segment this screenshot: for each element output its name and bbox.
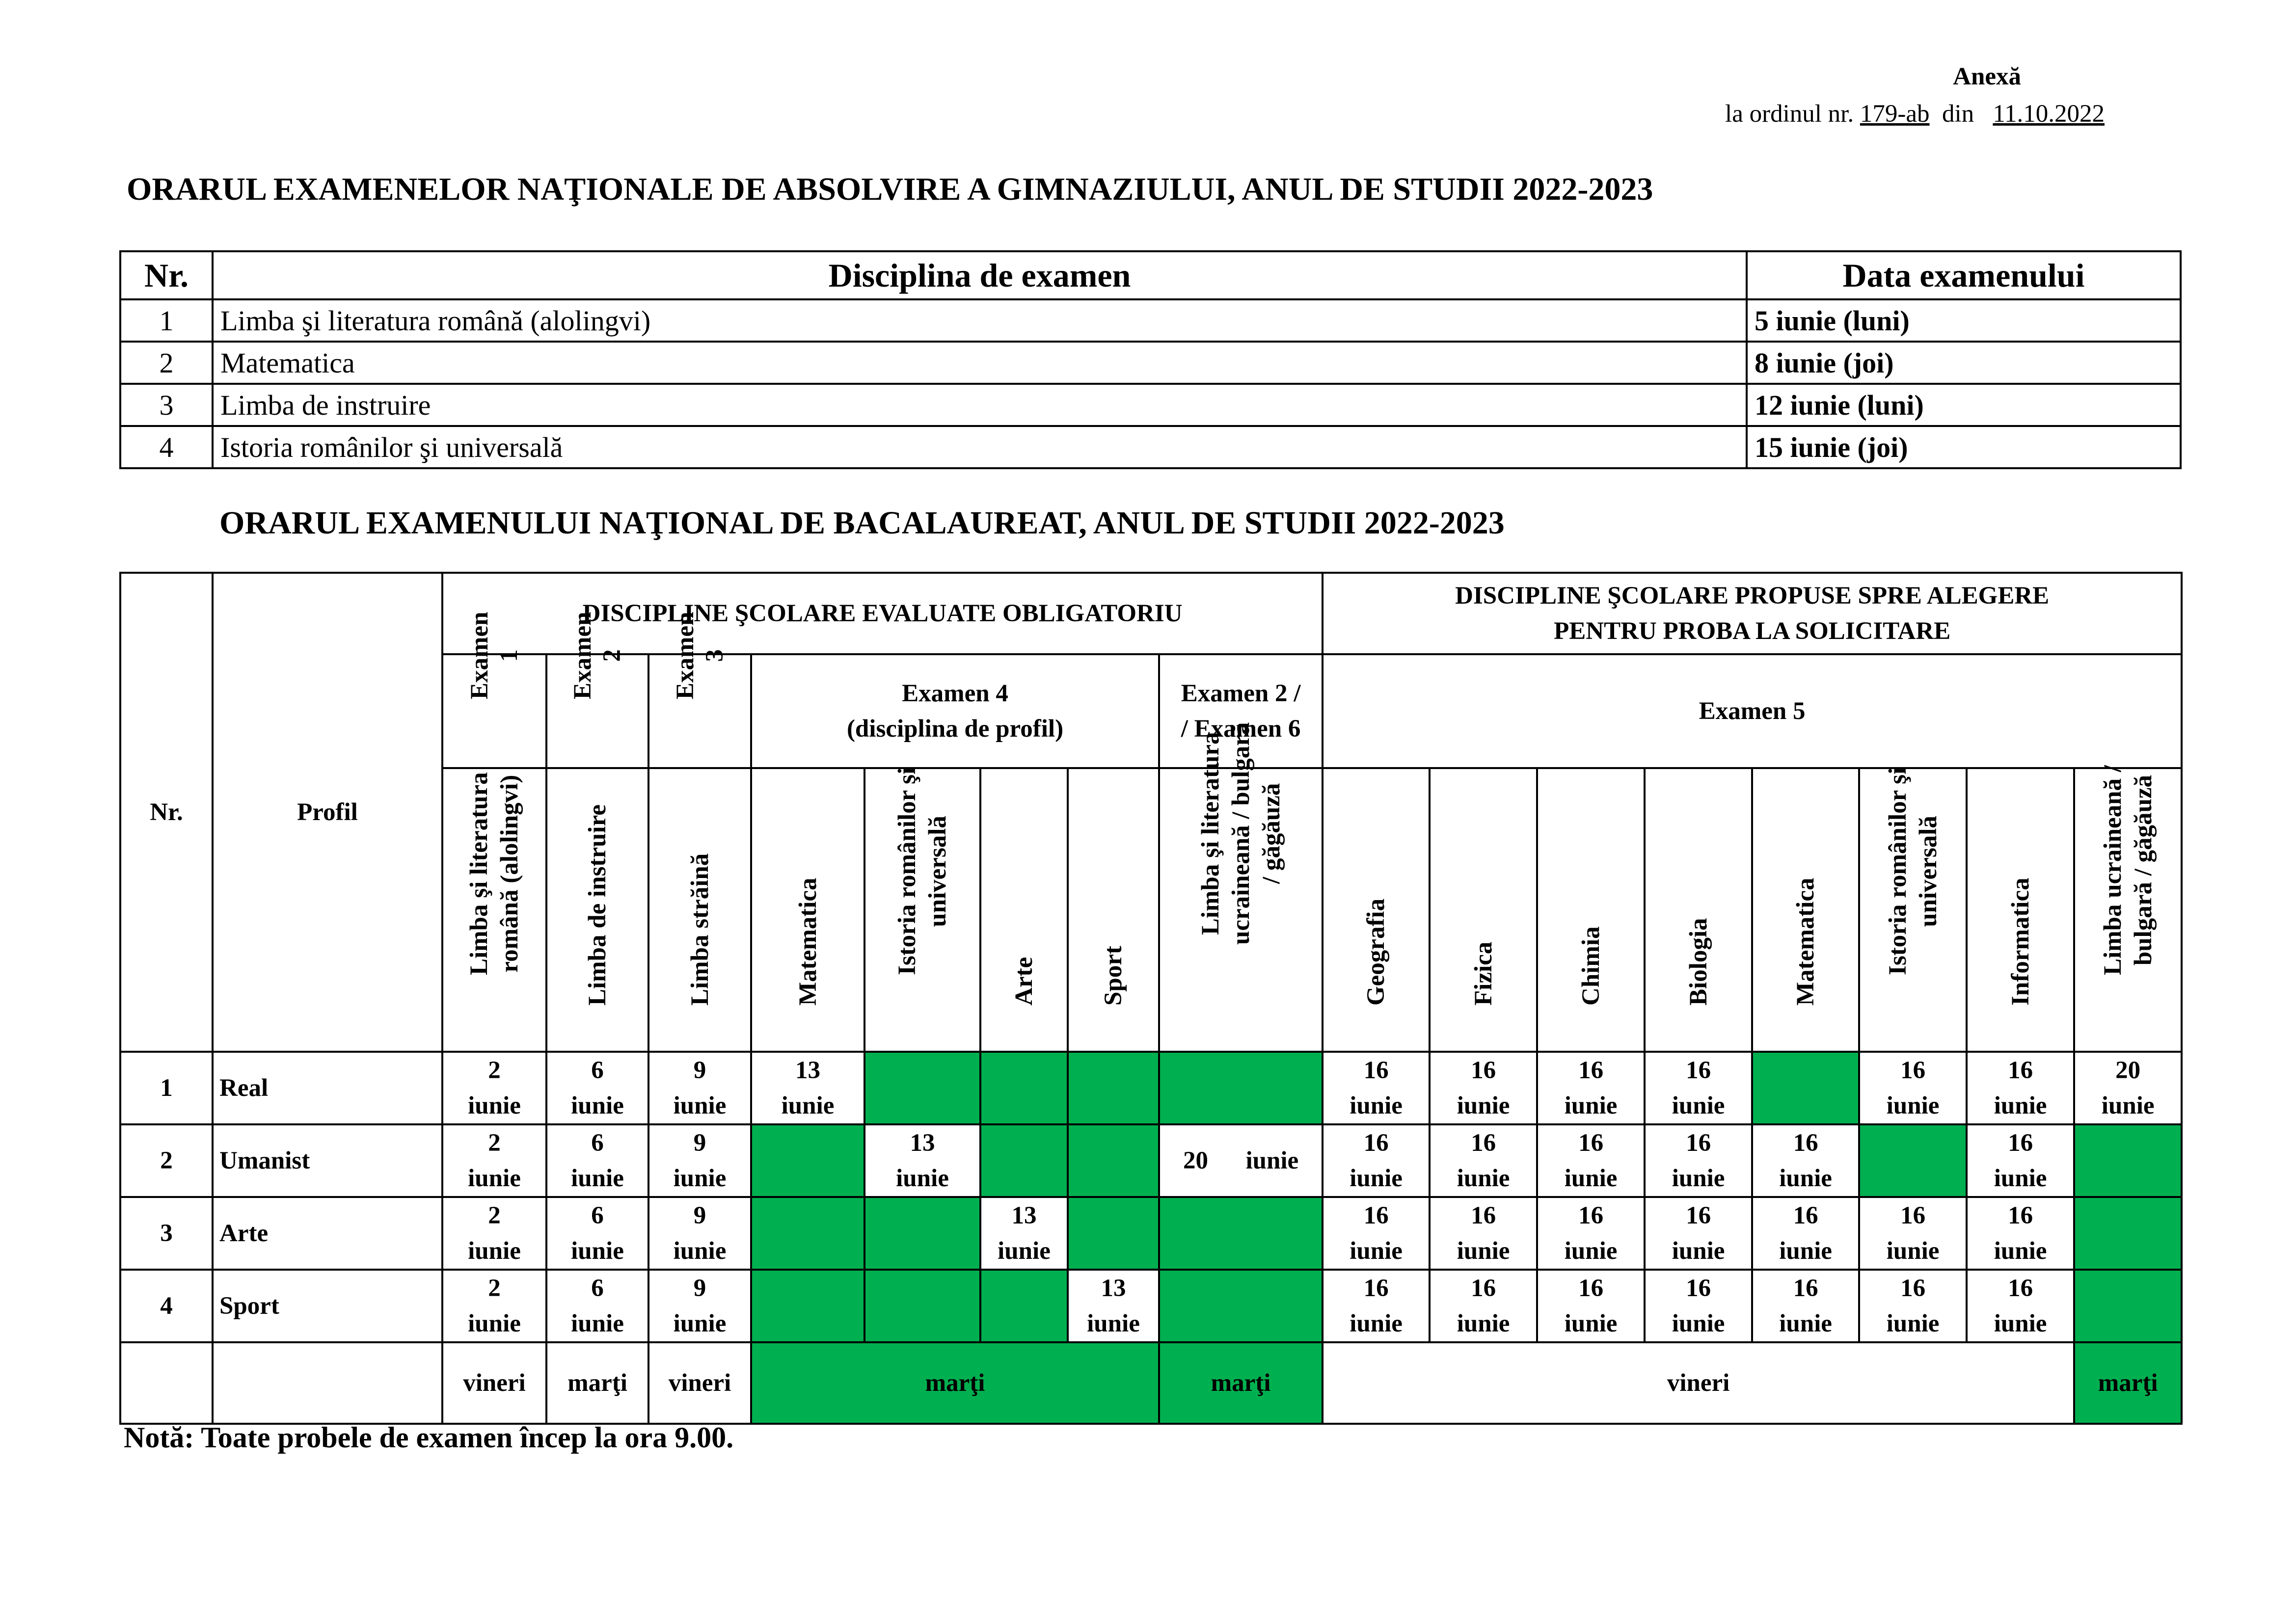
exam-day: 13 [1101,1275,1126,1302]
row-nr: 4 [120,426,213,468]
exam-day: 13 [1011,1202,1037,1229]
row-nr: 2 [120,1124,213,1197]
exam-month: iunie [998,1237,1051,1265]
exam-day: 16 [1686,1129,1711,1157]
exam-date-cell [1645,1052,1752,1124]
exam-month: iunie [1457,1310,1510,1337]
exam-day: 13 [910,1129,935,1157]
exam26-line2: / Examen 6 [1181,715,1301,743]
exam-month: iunie [468,1165,521,1192]
table-row [120,384,2181,426]
subject-limba-instruire [546,768,648,1052]
exam-date-cell [1537,1270,1645,1342]
not-applicable-cell [1068,1197,1159,1270]
subject-limba-minoritati-line3: / găgăuză [1257,783,1285,884]
row-nr: 2 [120,342,213,384]
not-applicable-cell [1859,1124,1967,1197]
exam-day: 16 [1363,1057,1389,1084]
exam-day: 16 [2008,1275,2033,1302]
subject-limba-ucraineana [2074,765,2182,1052]
exam-date-cell [1752,1270,1859,1342]
exam-date-cell [751,1052,864,1124]
row-disciplina: Limba de instruire [213,384,1747,426]
exam-day: 16 [1471,1057,1496,1084]
row-profil: Sport [213,1270,442,1342]
row-nr: 4 [120,1270,213,1342]
exam2-label: Examen [569,612,596,699]
table-row [120,1052,2182,1124]
subject-limba-minoritati-line1: Limba şi literatura [1196,732,1224,935]
subject-informatica-label: Informatica [2006,878,2034,1006]
order-reference [1725,95,2105,133]
subject-matematica-profil-label: Matematica [794,878,822,1006]
subject-geografia [1323,768,1430,1052]
exam-day: 2 [488,1129,501,1157]
exam-month: iunie [1994,1310,2047,1337]
exam-date-cell [1068,1270,1159,1342]
subject-istoria-optional-line1: Istoria românilor şi [1884,767,1912,975]
exam-date-cell [546,1197,648,1270]
exam-day: 9 [693,1057,706,1084]
exam-day: 16 [1578,1057,1604,1084]
exam-day: 16 [2008,1202,2033,1229]
exam-date-cell [1323,1052,1430,1124]
header-nr: Nr. [120,251,213,299]
not-applicable-cell [980,1052,1068,1124]
subject-limba-instruire-label: Limba de instruire [584,804,611,1006]
exam-month: iunie [1457,1237,1510,1265]
subject-istoria-profil-line2: universală [924,816,951,927]
row-disciplina: Istoria românilor şi universală [213,426,1747,468]
weekday-limba-ucraineana: marţi [2074,1342,2182,1424]
exam-day: 16 [1471,1129,1496,1157]
exam-day: 16 [1793,1275,1818,1302]
weekday-exam3: vineri [648,1342,751,1424]
exam-day: 2 [488,1275,501,1302]
exam-date-cell [1645,1270,1752,1342]
subject-matematica-optional [1752,768,1859,1052]
subject-fizica [1430,768,1537,1052]
not-applicable-cell [980,1270,1068,1342]
exam2-number: 2 [598,649,626,662]
not-applicable-cell [1159,1197,1323,1270]
exam-day: 16 [2008,1057,2033,1084]
exam-date-cell [1323,1197,1430,1270]
subject-biologia [1645,768,1752,1052]
exam-date-cell [1752,1197,1859,1270]
subject-fizica-label: Fizica [1469,941,1497,1006]
exam-date-cell [1967,1197,2074,1270]
weekday-empty-nr [120,1342,213,1424]
exam-month: iunie [1672,1310,1725,1337]
subject-geografia-label: Geografia [1362,898,1390,1006]
gimnaziu-exam-table [119,250,2182,469]
exam-day: 16 [1686,1202,1711,1229]
exam-month: iunie [571,1237,624,1265]
exam-day: 16 [1471,1202,1496,1229]
exam-day: 16 [1363,1202,1389,1229]
row-profil: Arte [213,1197,442,1270]
exam-day: 16 [1900,1275,1926,1302]
exam-month: iunie [1457,1165,1510,1192]
exam-month: iunie [781,1092,835,1119]
exam2-header [546,612,648,768]
bac-table-body [120,1052,2182,1342]
not-applicable-cell [2074,1124,2182,1197]
exam-date-cell [1967,1270,2074,1342]
exam1-label: Examen [466,612,493,699]
exam-date-cell [442,1124,546,1197]
exam3-number: 3 [701,649,729,662]
exam-month: iunie [1994,1165,2047,1192]
exam-date-cell [442,1052,546,1124]
exam-month: iunie [1564,1165,1618,1192]
group-optional [1323,573,2182,654]
exam-date-cell [546,1124,648,1197]
title-bac: ORARUL EXAMENULUI NAŢIONAL DE BACALAUREAT, ANUL DE STUDII 2022-2023 [219,505,1505,541]
exam-date-cell [1323,1124,1430,1197]
exam-day: 16 [1363,1129,1389,1157]
weekday-exam4: marţi [751,1342,1159,1424]
exam-month: iunie [1672,1092,1725,1119]
header-disciplina: Disciplina de examen [213,251,1747,299]
exam-month: iunie [1886,1237,1940,1265]
exam-date-cell [1159,1124,1323,1197]
exam-day: 9 [693,1202,706,1229]
row-disciplina: Matematica [213,342,1747,384]
row-data: 15 iunie (joi) [1747,426,2181,468]
exam-date-cell [648,1270,751,1342]
exam-date-cell [442,1197,546,1270]
exam-date-cell [648,1124,751,1197]
exam-month: iunie [673,1237,727,1265]
exam-month: iunie [1564,1310,1618,1337]
row-disciplina: Limba şi literatura română (alolingvi) [213,299,1747,342]
exam-date-cell [1967,1124,2074,1197]
title-gimnaziu: ORARUL EXAMENELOR NAŢIONALE DE ABSOLVIRE A GIMNAZIULUI, ANUL DE STUDII 2022-2023 [127,171,1653,207]
exam-month: iunie [1886,1092,1940,1119]
exam-date-cell [1967,1052,2074,1124]
not-applicable-cell [751,1124,864,1197]
weekday-empty-profil [213,1342,442,1424]
subject-chimia-label: Chimia [1577,926,1605,1006]
header-profil: Profil [213,573,442,1052]
subject-romana-line1: Limba şi literatura [465,772,493,975]
subject-limba-ucraineana-line1: Limba ucraineană / [2099,765,2127,975]
subject-biologia-label: Biologia [1684,918,1712,1006]
row-nr: 3 [120,1197,213,1270]
row-data: 5 iunie (luni) [1747,299,2181,342]
exam-month: iunie [1779,1237,1832,1265]
exam-date-cell [1537,1052,1645,1124]
exam-month: iunie [571,1165,624,1192]
exam-date-cell [1645,1197,1752,1270]
exam-month: iunie [896,1165,949,1192]
exam-month: iunie [468,1237,521,1265]
weekday-row [120,1342,2182,1424]
exam-month: iunie [1886,1310,1940,1337]
exam-month: iunie [1672,1165,1725,1192]
row-profil: Umanist [213,1124,442,1197]
exam-day: 6 [591,1275,604,1302]
exam-day: 20 [1183,1147,1208,1174]
subject-romana-line2: română (alolingvi) [496,774,523,973]
exam-date-cell [1537,1197,1645,1270]
exam-month: iunie [1779,1165,1832,1192]
group-mandatory: DISCIPLINE ŞCOLARE EVALUATE OBLIGATORIU [442,573,1323,654]
exam-date-cell [1752,1124,1859,1197]
exam-month: iunie [1994,1092,2047,1119]
exam-day: 9 [693,1129,706,1157]
exam-day: 16 [1900,1202,1926,1229]
table-row [120,342,2181,384]
exam-day: 20 [2115,1057,2141,1084]
weekday-exam6: marţi [1159,1342,1323,1424]
exam4-header [751,654,1159,768]
exam-day: 16 [1793,1129,1818,1157]
exam26-line1: Examen 2 / [1181,680,1301,707]
exam-date-cell [546,1052,648,1124]
annex-label: Anexă [1953,63,2021,90]
exam-date-cell [648,1197,751,1270]
order-date: 11.10.2022 [1993,100,2105,128]
exam-day: 13 [795,1057,820,1084]
exam-date-cell [864,1124,980,1197]
note: Notă: Toate probele de examen încep la ora 9.00. [124,1421,734,1454]
exam-month: iunie [1672,1237,1725,1265]
exam-date-cell [1645,1124,1752,1197]
not-applicable-cell [1752,1052,1859,1124]
exam-day: 16 [1363,1275,1389,1302]
not-applicable-cell [2074,1270,2182,1342]
exam-month: iunie [1350,1092,1403,1119]
subject-istoria-profil-line1: Istoria românilor şi [893,767,921,975]
group-optional-line2: PENTRU PROBA LA SOLICITARE [1554,617,1951,645]
exam-date-cell [1430,1270,1537,1342]
exam1-header [442,612,546,768]
exam5-header: Examen 5 [1323,654,2182,768]
exam-month: iunie [673,1310,727,1337]
not-applicable-cell [864,1052,980,1124]
exam-month: iunie [1350,1310,1403,1337]
exam4-line2: (disciplina de profil) [846,715,1064,743]
group-header-row [120,573,2182,654]
bac-exam-table [119,572,2183,1425]
not-applicable-cell [2074,1197,2182,1270]
not-applicable-cell [751,1197,864,1270]
weekday-exam5: vineri [1323,1342,2074,1424]
exam-month: iunie [1564,1237,1618,1265]
exam-month: iunie [1779,1310,1832,1337]
subject-istoria-profil [864,768,980,1052]
subject-matematica-optional-label: Matematica [1792,878,1820,1006]
exam-day: 16 [1578,1129,1604,1157]
exam-day: 16 [1578,1275,1604,1302]
row-nr: 1 [120,1052,213,1124]
weekday-exam2: marţi [546,1342,648,1424]
exam-month: iunie [1087,1310,1140,1337]
exam-month: iunie [2101,1092,2155,1119]
exam-date-cell [648,1052,751,1124]
subject-arte-label: Arte [1010,957,1038,1006]
row-nr: 3 [120,384,213,426]
exam-date-cell [1323,1270,1430,1342]
header-nr: Nr. [120,573,213,1052]
exam-day: 16 [1471,1275,1496,1302]
not-applicable-cell [1068,1052,1159,1124]
exam-month: iunie [673,1165,727,1192]
exam-month: iunie [468,1310,521,1337]
table-row [120,1270,2182,1342]
exam-month: iunie [571,1310,624,1337]
exam-date-cell [1430,1197,1537,1270]
not-applicable-cell [1159,1052,1323,1124]
exam-date-cell [2074,1052,2182,1124]
exam-date-cell [1859,1197,1967,1270]
table-row [120,299,2181,342]
exam3-header [648,612,751,768]
subject-limba-straina-label: Limba străină [686,853,714,1006]
row-nr: 1 [120,299,213,342]
exam4-line1: Examen 4 [902,680,1008,707]
subject-limba-straina [648,768,751,1052]
subject-limba-minoritati-line2: ucraineană / bulgară [1227,722,1255,945]
exam-month: iunie [468,1092,521,1119]
not-applicable-cell [980,1124,1068,1197]
row-data: 8 iunie (joi) [1747,342,2181,384]
table-row [120,426,2181,468]
exam-date-cell [546,1270,648,1342]
exam-month: iunie [673,1092,727,1119]
header-data: Data examenului [1747,251,2181,299]
order-from: din [1942,100,1974,128]
subject-sport-label: Sport [1100,946,1127,1006]
exam-month: iunie [1245,1147,1299,1174]
exam-day: 9 [693,1275,706,1302]
row-data: 12 iunie (luni) [1747,384,2181,426]
exam-day: 2 [488,1202,501,1229]
subject-istoria-optional-line2: universală [1914,816,1942,927]
not-applicable-cell [864,1270,980,1342]
not-applicable-cell [1068,1124,1159,1197]
exam-date-cell [1430,1052,1537,1124]
exam-month: iunie [1350,1237,1403,1265]
exam-day: 6 [591,1202,604,1229]
row-profil: Real [213,1052,442,1124]
not-applicable-cell [1159,1270,1323,1342]
exam-day: 16 [1686,1057,1711,1084]
exam-day: 16 [1900,1057,1926,1084]
exam-day: 16 [2008,1129,2033,1157]
exam-date-cell [980,1197,1068,1270]
not-applicable-cell [864,1197,980,1270]
table-header-row [120,251,2181,299]
exam-date-cell [442,1270,546,1342]
exam-day: 16 [1686,1275,1711,1302]
exam-day: 2 [488,1057,501,1084]
exam-date-cell [1537,1124,1645,1197]
weekday-exam1: vineri [442,1342,546,1424]
exam-date-cell [1859,1270,1967,1342]
table-row [120,1197,2182,1270]
exam-month: iunie [1350,1165,1403,1192]
exam1-number: 1 [495,649,523,662]
exam-month: iunie [1457,1092,1510,1119]
exam-day: 16 [1793,1202,1818,1229]
order-number: 179-ab [1860,100,1930,128]
subject-arte [980,768,1068,1052]
exam-month: iunie [571,1092,624,1119]
subject-limba-ucraineana-line2: bulgară / găgăuză [2129,774,2157,966]
subject-romana [442,768,546,1052]
order-prefix: la ordinul nr. [1725,100,1854,128]
exam-day: 6 [591,1129,604,1157]
annex-header [1725,58,2105,133]
table-row [120,1124,2182,1197]
exam-day: 16 [1578,1202,1604,1229]
subject-chimia [1537,768,1645,1052]
subject-matematica-profil [751,768,864,1052]
group-optional-line1: DISCIPLINE ŞCOLARE PROPUSE SPRE ALEGERE [1455,582,2050,610]
exam-month: iunie [1564,1092,1618,1119]
subject-informatica [1967,768,2074,1052]
exam3-label: Examen [671,612,699,699]
subject-sport [1068,768,1159,1052]
exam-month: iunie [1994,1237,2047,1265]
exam-date-cell [1859,1052,1967,1124]
exam-day: 6 [591,1057,604,1084]
subject-istoria-optional [1859,768,1967,1052]
exam-date-cell [1430,1124,1537,1197]
not-applicable-cell [751,1270,864,1342]
